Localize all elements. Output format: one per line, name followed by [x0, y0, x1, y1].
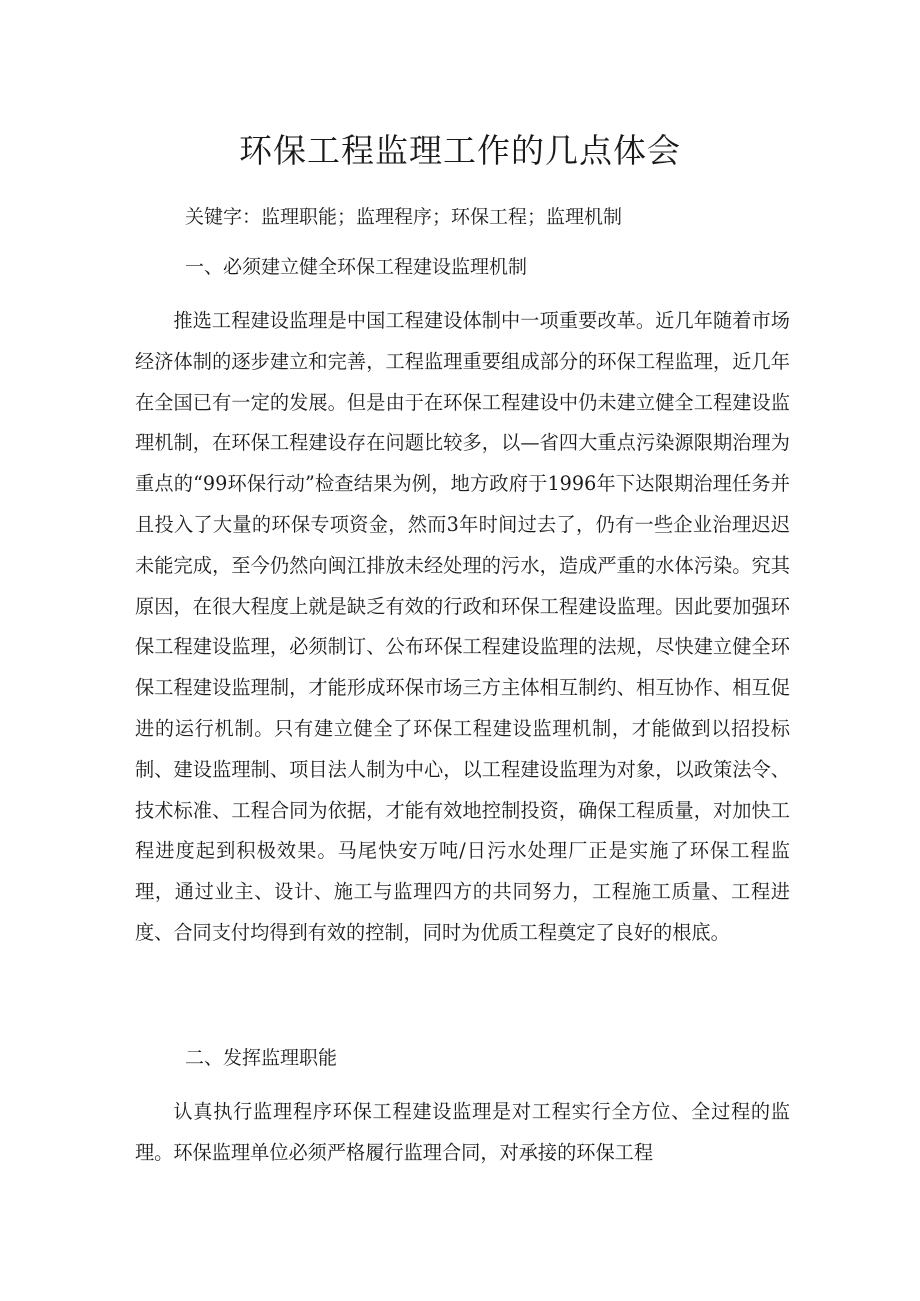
section-1-paragraph: 推选工程建设监理是中国工程建设体制中一项重要改革。近几年随着市场经济体制的逐步建立和完善，工程监理重要组成部分的环保工程监理，近几年在全国已有一定的发展。但是由于在环保工程建设中仍未建立健全工程建设监理机制，在环保工程建设存在问题比较多，以—省四大重点污染源限期治理为重点的“99环保行动”检查结果为例，地方政府于1996年下达限期治理任务并且投入了大量的环保专项资金，然而3年时间过去了，仍有一些企业治理迟迟未能完成，至今仍然向闽江排放未经处理的污水，造成严重的水体污染。究其原因，在很大程度上就是缺乏有效的行政和环保工程建设监理。因此要加强环保工程建设监理，必须制订、公布环保工程建设监理的法规，尽快建立健全环保工程建设监理制，才能形成环保市场三方主体相互制约、相互协作、相互促进的运行机制。只有建立健全了环保工程建设监理机制，才能做到以招投标制、建设监理制、项目法人制为中心，以工程建设监理为对象，以政策法令、技术标准、工程合同为依据，才能有效地控制投资，确保工程质量，对加快工程进度起到积极效果。马尾快安万吨/日污水处理厂正是实施了环保工程监理，通过业主、设计、施工与监理四方的共同努力，工程施工质量、工程进度、合同支付均得到有效的控制，同时为优质工程奠定了良好的根底。 — [135, 309, 790, 944]
section-2-paragraph: 认真执行监理程序环保工程建设监理是对工程实行全方位、全过程的监理。环保监理单位必须严格履行监理合同，对承接的环保工程 — [135, 1100, 790, 1164]
document-title: 环保工程监理工作的几点体会 — [239, 131, 681, 170]
keywords-line: 关键字：监理职能；监理程序；环保工程；监理机制 — [185, 206, 623, 228]
section-heading-2: 二、发挥监理职能 — [185, 1047, 338, 1069]
section-heading-1: 一、必须建立健全环保工程建设监理机制 — [185, 256, 528, 278]
